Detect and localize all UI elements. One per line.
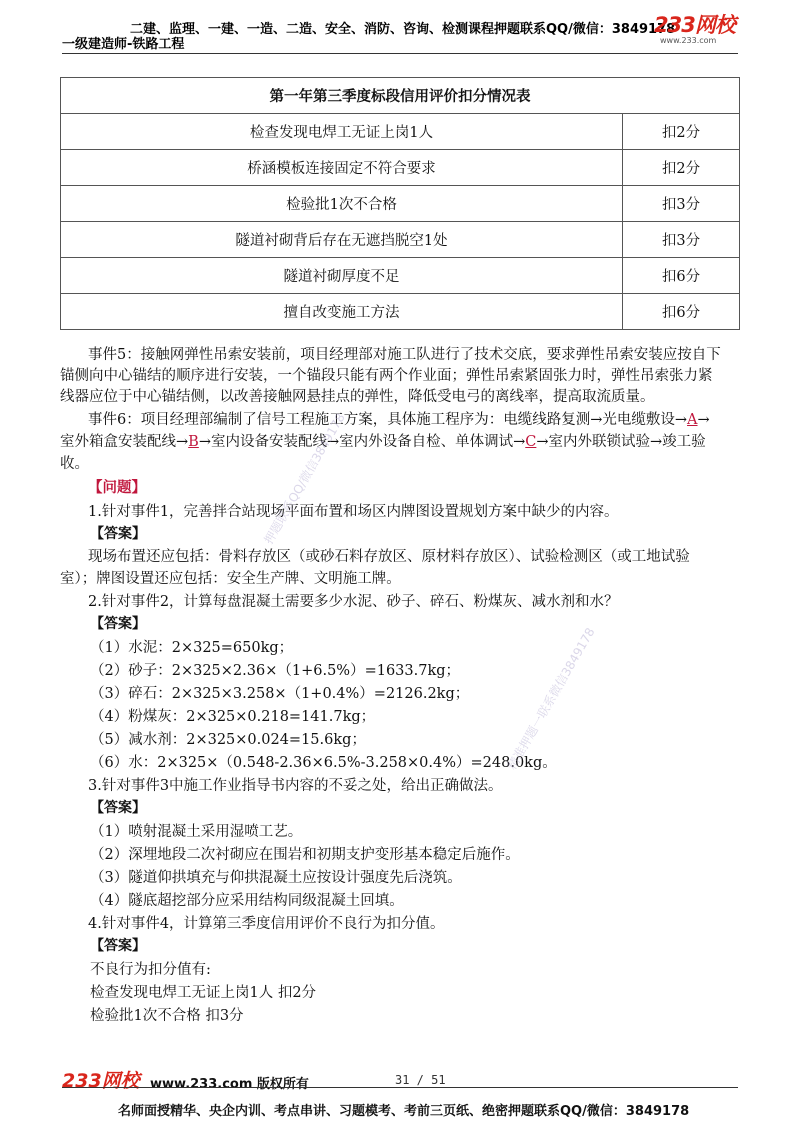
table-cell-score: 扣2分 — [623, 114, 740, 150]
watermark: 精准押题一联系微信3849178 — [504, 625, 598, 773]
answer-2-item: （3）碎石：2×325×3.258×（1+0.4%）=2126.2kg； — [90, 686, 470, 702]
header-divider — [62, 53, 738, 54]
event6-text: 事件6：项目经理部编制了信号工程施工方案，具体施工程序为：电缆线路复测→光电缆敷设→ — [88, 412, 688, 428]
table-title-row — [61, 78, 740, 114]
table-cell-item: 检验批1次不合格 — [61, 186, 623, 222]
answer-2-item: （1）水泥：2×325=650kg； — [90, 640, 294, 656]
answer-label: 【答案】 — [90, 526, 146, 542]
event6-line1 — [88, 408, 710, 429]
answer-4-item: 检验批1次不合格 扣3分 — [90, 1008, 244, 1024]
answer-3-item: （1）喷射混凝土采用湿喷工艺。 — [90, 824, 303, 840]
question-2: 2.针对事件2，计算每盘混凝土需要多少水泥、砂子、碎石、粉煤灰、减水剂和水？ — [88, 594, 619, 610]
header-subtitle: 一级建造师-铁路工程 — [62, 37, 185, 52]
answer-3-item: （4）隧底超挖部分应采用结构同级混凝土回填。 — [90, 893, 404, 909]
table-cell-score: 扣2分 — [623, 150, 740, 186]
event6-mark-b: B — [188, 434, 199, 450]
table-row — [61, 186, 740, 222]
answer-3-item: （2）深埋地段二次衬砌应在围岩和初期支护变形基本稳定后施作。 — [90, 847, 520, 863]
table-cell-score: 扣6分 — [623, 258, 740, 294]
answer-4-item: 不良行为扣分值有: — [90, 962, 211, 978]
logo-url: www.233.com — [660, 36, 717, 45]
header-contact-line: 二建、监理、一建、一造、二造、安全、消防、咨询、检测课程押题联系QQ/微信：3849178 — [130, 22, 676, 37]
logo-text: 233网校 — [654, 13, 735, 37]
table-cell-item: 擅自改变施工方法 — [61, 294, 623, 330]
answer-4-item: 检查发现电焊工无证上岗1人 扣2分 — [90, 985, 317, 1001]
event6-text: →室内设备安装配线→室内外设备自检、单体调试→ — [198, 434, 526, 450]
event5-line2: 锚侧向中心锚结的顺序进行安装，一个锚段只能有两个作业面；弹性吊索紧固张力时，弹性吊索张力紧 — [60, 368, 713, 384]
answer-1-line2: 室）；牌图设置还应包括：安全生产牌、文明施工牌。 — [60, 571, 401, 587]
table-row — [61, 258, 740, 294]
event6-mark-a: A — [687, 412, 698, 428]
table-row — [61, 294, 740, 330]
event6-text: →室内外联锁试验→竣工验 — [536, 434, 706, 450]
table-cell-score: 扣3分 — [623, 222, 740, 258]
table-cell-score: 扣3分 — [623, 186, 740, 222]
table-cell-item: 隧道衬砌厚度不足 — [61, 258, 623, 294]
answer-2-item: （5）减水剂：2×325×0.024=15.6kg； — [90, 732, 366, 748]
question-4: 4.针对事件4，计算第三季度信用评价不良行为扣分值。 — [88, 916, 445, 932]
question-1: 1.针对事件1，完善拌合站现场平面布置和场区内牌图设置规划方案中缺少的内容。 — [88, 504, 619, 520]
event5-line3: 线器应位于中心锚结侧，以改善接触网悬挂点的弹性，降低受电弓的离线率，提高取流质量。 — [60, 389, 655, 405]
answer-label: 【答案】 — [90, 800, 146, 816]
event6-line3: 收。 — [60, 456, 89, 472]
answer-label: 【答案】 — [90, 938, 146, 954]
table-row — [61, 150, 740, 186]
watermark: 押题联系QQ/微信3849178 — [261, 410, 348, 547]
event6-arrow: → — [697, 412, 710, 428]
table-cell-item: 桥涵模板连接固定不符合要求 — [61, 150, 623, 186]
table-cell-score: 扣6分 — [623, 294, 740, 330]
answer-label: 【答案】 — [90, 616, 146, 632]
footer-site: www.233.com 版权所有 — [150, 1077, 309, 1092]
answer-2-item: （6）水：2×325×（0.548-2.36×6.5%-3.258×0.4%）=248.0kg。 — [90, 755, 557, 771]
event6-mark-c: C — [525, 434, 537, 450]
event6-text: 室外箱盒安装配线→ — [60, 434, 189, 450]
answer-3-item: （3）隧道仰拱填充与仰拱混凝土应按设计强度先后浇筑。 — [90, 870, 462, 886]
table-cell-item: 检查发现电焊工无证上岗1人 — [61, 114, 623, 150]
answer-2-item: （4）粉煤灰：2×325×0.218=141.7kg； — [90, 709, 376, 725]
footer-divider — [62, 1087, 738, 1088]
answer-2-item: （2）砂子：2×325×2.36×（1+6.5%）=1633.7kg； — [90, 663, 461, 679]
table-title: 第一年第三季度标段信用评价扣分情况表 — [61, 78, 740, 114]
page-number: 31 / 51 — [395, 1073, 446, 1087]
brand-logo — [654, 14, 744, 52]
table-row — [61, 222, 740, 258]
table-row — [61, 114, 740, 150]
event6-line2 — [60, 430, 706, 451]
question-3: 3.针对事件3中施工作业指导书内容的不妥之处，给出正确做法。 — [88, 778, 503, 794]
footer-logo: 233网校 — [62, 1070, 140, 1092]
table-cell-item: 隧道衬砌背后存在无遮挡脱空1处 — [61, 222, 623, 258]
penalty-table — [60, 77, 740, 330]
event5-line1: 事件5：接触网弹性吊索安装前，项目经理部对施工队进行了技术交底，要求弹性吊索安装应按自下 — [88, 347, 721, 363]
answer-1-line1: 现场布置还应包括：骨料存放区（或砂石料存放区、原材料存放区）、试验检测区（或工地试验 — [88, 549, 690, 565]
footer-contact-line: 名师面授精华、央企内训、考点串讲、习题模考、考前三页纸、绝密押题联系QQ/微信：3849178 — [118, 1104, 690, 1119]
questions-heading: 【问题】 — [88, 480, 146, 496]
